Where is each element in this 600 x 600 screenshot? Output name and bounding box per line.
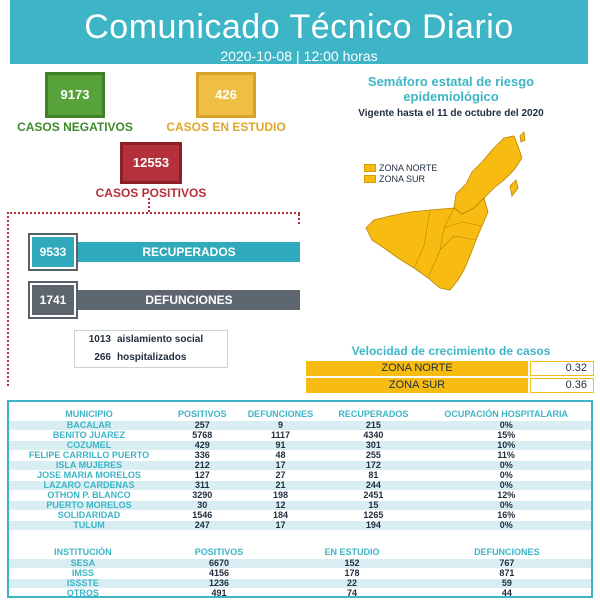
defunciones-bar: DEFUNCIONES xyxy=(78,290,300,310)
row-label-cell: FELIPE CARRILLO PUERTO xyxy=(28,450,150,460)
velocidad-value: 0.32 xyxy=(530,361,594,376)
table-row xyxy=(9,521,591,530)
semaforo-validity: Vigente hasta el 11 de octubre del 2020 xyxy=(358,108,544,119)
legend-swatch xyxy=(364,175,376,183)
table-cell: 27 xyxy=(275,470,286,480)
date-separator: | xyxy=(296,48,300,64)
table-cell: 172 xyxy=(325,461,421,470)
table-cell: 212 xyxy=(169,461,236,470)
row-label-cell: LAZARO CARDENAS xyxy=(9,481,169,490)
kpi-label: CASOS POSITIVOS xyxy=(95,186,207,200)
table-cell: 17 xyxy=(236,461,326,470)
table-cell: 16% xyxy=(497,510,516,520)
table-cell: 0% xyxy=(421,521,591,530)
table-row xyxy=(9,421,591,430)
col-header: POSITIVOS xyxy=(178,409,227,419)
col-header: DEFUNCIONES xyxy=(247,409,314,419)
kpi-value-box: 426 xyxy=(196,72,256,118)
table-cell: 336 xyxy=(194,450,210,460)
table-cell: 178 xyxy=(344,568,360,578)
row-label-cell: BACALAR xyxy=(9,421,169,430)
table-cell: 15 xyxy=(325,501,421,510)
table-cell: 257 xyxy=(169,421,236,430)
col-header: INSTITUCIÓN xyxy=(54,547,112,557)
row-label-cell: JOSE MARIA MORELOS xyxy=(37,470,141,480)
table-cell: 17 xyxy=(236,521,326,530)
dotted-frame-tick xyxy=(298,214,300,224)
row-label-cell: SESA xyxy=(9,559,157,568)
kpi-value-box: 9173 xyxy=(45,72,105,118)
velocidad-panel xyxy=(306,343,596,393)
substat-row xyxy=(75,331,227,349)
table-cell: 871 xyxy=(499,568,515,578)
substats-box xyxy=(74,330,228,368)
table-cell: 12% xyxy=(497,490,516,500)
kpi-casos-negativos xyxy=(8,72,142,134)
semaforo-heading xyxy=(306,74,596,119)
map-zona-norte xyxy=(454,136,522,214)
col-header: MUNICIPIO xyxy=(65,409,113,419)
table-row xyxy=(9,471,591,480)
table-cell: 491 xyxy=(211,588,227,598)
legend-item xyxy=(364,173,437,184)
table-cell: 311 xyxy=(169,481,236,490)
col-header: POSITIVOS xyxy=(194,547,244,557)
table-row xyxy=(9,589,591,598)
table-cell: 22 xyxy=(281,579,422,588)
table-cell: 48 xyxy=(275,450,286,460)
table-cell: 429 xyxy=(169,441,236,450)
velocidad-title: Velocidad de crecimiento de casos xyxy=(351,344,551,358)
table-row xyxy=(9,431,591,440)
table-cell: 6670 xyxy=(157,559,282,568)
table-cell: 1236 xyxy=(157,579,282,588)
velocidad-zone: ZONA NORTE xyxy=(306,361,528,376)
legend-item xyxy=(364,162,437,173)
quintana-roo-map xyxy=(354,128,530,298)
table-cell: 15% xyxy=(497,430,516,440)
table-cell: 44 xyxy=(501,588,512,598)
legend-label: ZONA SUR xyxy=(379,173,426,184)
table-cell: 9 xyxy=(236,421,326,430)
kpi-casos-positivos xyxy=(86,142,216,200)
table-row xyxy=(9,481,591,490)
table-cell: 194 xyxy=(325,521,421,530)
semaforo-title-line2: epidemiológico xyxy=(403,89,499,104)
kpi-value-box: 12553 xyxy=(120,142,182,184)
table-cell: 1117 xyxy=(270,430,290,440)
map-legend xyxy=(364,162,437,184)
table-cell: 184 xyxy=(272,510,288,520)
row-label-cell: OTROS xyxy=(66,588,99,598)
table-cell: 30 xyxy=(169,501,236,510)
report-date xyxy=(10,48,588,64)
table-cell: 0% xyxy=(421,501,591,510)
table-cell: 244 xyxy=(325,481,421,490)
table-cell: 10% xyxy=(421,441,591,450)
substat-label: hospitalizados xyxy=(117,352,187,363)
substat-value: 1013 xyxy=(88,334,111,345)
table-cell: 0% xyxy=(499,470,513,480)
col-header: OCUPACIÓN HOSPITALARIA xyxy=(444,409,569,419)
table-row xyxy=(9,569,591,578)
col-header: RECUPERADOS xyxy=(338,409,409,419)
table-cell: 215 xyxy=(325,421,421,430)
row-label-cell: IMSS xyxy=(71,568,94,578)
recuperados-value: 9533 xyxy=(30,235,76,269)
table-cell: 0% xyxy=(421,421,591,430)
table-cell: 0% xyxy=(421,481,591,490)
table-row xyxy=(9,441,591,450)
table-cell: 91 xyxy=(236,441,326,450)
table-cell: 1546 xyxy=(192,510,213,520)
municipios-table-body xyxy=(9,421,591,530)
table-row xyxy=(9,491,591,500)
table-row xyxy=(9,461,591,470)
dotted-connector xyxy=(148,198,150,212)
map-isla-mujeres xyxy=(520,132,525,142)
velocidad-row xyxy=(306,378,596,393)
velocidad-value: 0.36 xyxy=(530,378,594,393)
velocidad-row xyxy=(306,361,596,376)
time-value: 12:00 horas xyxy=(303,48,378,64)
table-cell: 11% xyxy=(497,450,515,460)
recuperados-bar: RECUPERADOS xyxy=(78,242,300,262)
table-cell: 2451 xyxy=(363,490,384,500)
row-label-cell: OTHON P. BLANCO xyxy=(47,490,131,500)
substat-value: 266 xyxy=(94,352,111,363)
date-value: 2020-10-08 xyxy=(220,48,293,64)
table-row xyxy=(9,579,591,588)
table-cell: 255 xyxy=(365,450,381,460)
substat-row xyxy=(75,349,227,367)
table-cell: 21 xyxy=(236,481,326,490)
row-label-cell: BENITO JUAREZ xyxy=(52,430,126,440)
row-label-cell: COZUMEL xyxy=(9,441,169,450)
table-cell: 1265 xyxy=(363,510,384,520)
table-row xyxy=(9,451,591,460)
col-header: DEFUNCIONES xyxy=(474,547,540,557)
substat-label: aislamiento social xyxy=(117,334,204,345)
table-cell: 4340 xyxy=(363,430,384,440)
instituciones-table-body xyxy=(9,559,591,598)
table-header-row xyxy=(9,546,591,558)
row-label-cell: ISSSTE xyxy=(9,579,157,588)
defunciones-value: 1741 xyxy=(30,283,76,317)
legend-label: ZONA NORTE xyxy=(379,162,438,173)
table-cell: 0% xyxy=(421,461,591,470)
semaforo-title-line1: Semáforo estatal de riesgo xyxy=(367,74,535,89)
instituciones-table xyxy=(9,545,591,599)
table-cell: 12 xyxy=(236,501,326,510)
table-header-row xyxy=(9,408,591,420)
kpi-label: CASOS NEGATIVOS xyxy=(17,120,133,134)
table-cell: 74 xyxy=(346,588,357,598)
header-banner xyxy=(10,0,588,64)
map-zona-sur xyxy=(366,198,488,290)
map-cozumel-island xyxy=(510,180,518,196)
row-label-cell: SOLIDARIDAD xyxy=(57,510,121,520)
municipios-table xyxy=(9,407,591,531)
table-cell: 4156 xyxy=(209,568,230,578)
page-title: Comunicado Técnico Diario xyxy=(84,8,514,46)
table-cell: 198 xyxy=(272,490,288,500)
table-cell: 301 xyxy=(325,441,421,450)
velocidad-zone: ZONA SUR xyxy=(306,378,528,393)
table-cell: 767 xyxy=(423,559,591,568)
kpi-casos-en-estudio xyxy=(156,72,296,134)
kpi-label: CASOS EN ESTUDIO xyxy=(166,120,286,134)
col-header: EN ESTUDIO xyxy=(324,547,380,557)
table-cell: 247 xyxy=(169,521,236,530)
table-cell: 3290 xyxy=(192,490,213,500)
row-label-cell: PUERTO MORELOS xyxy=(9,501,169,510)
table-row xyxy=(9,501,591,510)
legend-swatch xyxy=(364,164,376,172)
table-cell: 59 xyxy=(423,579,591,588)
row-label-cell: ISLA MUJERES xyxy=(9,461,169,470)
table-cell: 81 xyxy=(368,470,379,480)
table-cell: 152 xyxy=(281,559,422,568)
table-cell: 127 xyxy=(194,470,210,480)
table-row xyxy=(9,511,591,520)
table-cell: 5768 xyxy=(192,430,213,440)
table-row xyxy=(9,559,591,568)
tables-panel xyxy=(7,400,593,598)
row-label-cell: TULUM xyxy=(9,521,169,530)
